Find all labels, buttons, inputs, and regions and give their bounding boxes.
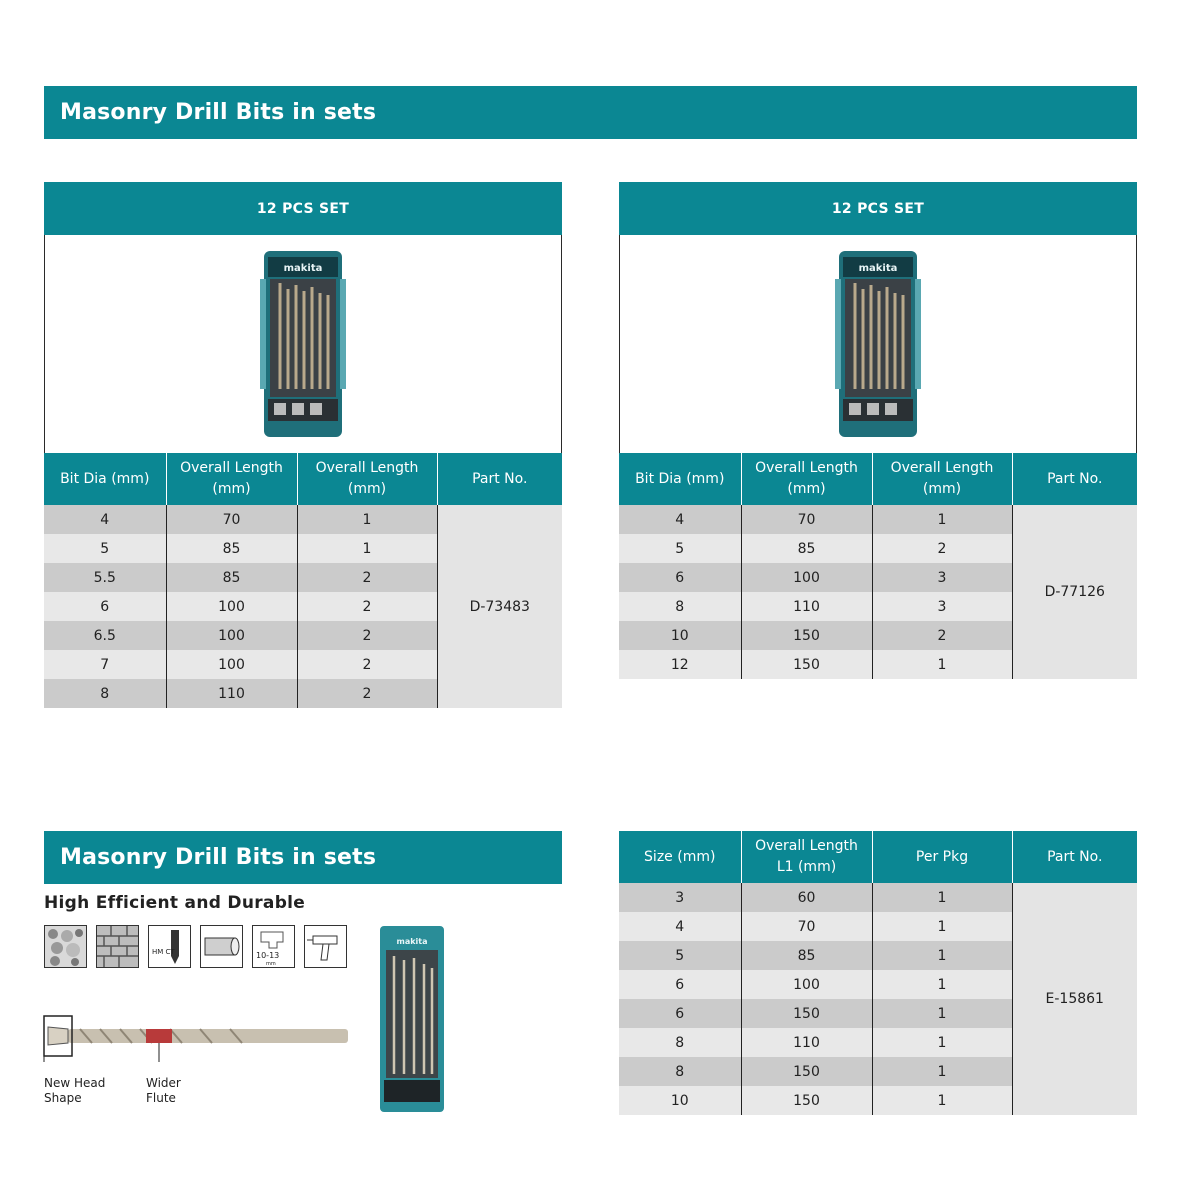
table-cell: 1 — [872, 883, 1012, 912]
table-cell: 1 — [872, 912, 1012, 941]
table-cell: 70 — [741, 912, 872, 941]
table-cell: 100 — [166, 592, 297, 621]
set-heading: 12 PCS SET — [619, 182, 1137, 235]
table-cell: 60 — [741, 883, 872, 912]
col-header: Overall Length L1 (mm) — [741, 831, 872, 883]
col-header: Part No. — [1012, 831, 1137, 883]
hm-ct-bit-icon — [148, 925, 191, 968]
drill-size-icon — [252, 925, 295, 968]
set-block-d73483 — [44, 182, 562, 708]
table-cell: 8 — [619, 592, 741, 621]
table-cell: 12 — [619, 650, 741, 679]
table-cell: 2 — [872, 621, 1012, 650]
table-cell: 110 — [741, 1028, 872, 1057]
table-cell: 150 — [741, 1086, 872, 1115]
col-header: Part No. — [437, 453, 562, 505]
table-cell: 1 — [872, 1028, 1012, 1057]
table-cell: 85 — [166, 563, 297, 592]
table-cell: 8 — [619, 1057, 741, 1086]
col-header: Overall Length (mm) — [297, 453, 437, 505]
table-cell: 100 — [741, 563, 872, 592]
table-cell: 150 — [741, 650, 872, 679]
table-cell: 70 — [741, 505, 872, 534]
table-cell: 1 — [872, 1086, 1012, 1115]
set-block-d77126 — [619, 182, 1137, 679]
table-cell: 4 — [619, 505, 741, 534]
table-cell: 5 — [619, 941, 741, 970]
col-header: Per Pkg — [872, 831, 1012, 883]
table-cell: 2 — [872, 534, 1012, 563]
drill-bit-diagram — [40, 1012, 355, 1062]
table-cell: 2 — [297, 592, 437, 621]
section-banner-top — [44, 86, 1137, 139]
table-cell: 6 — [44, 592, 166, 621]
table-cell: 150 — [741, 621, 872, 650]
table-cell: 1 — [872, 941, 1012, 970]
size-unit-text: mm — [266, 961, 276, 967]
case-brand-text: makita — [396, 937, 428, 946]
table-cell: 1 — [872, 505, 1012, 534]
col-header: Part No. — [1012, 453, 1137, 505]
table-cell: 1 — [872, 1057, 1012, 1086]
product-image-box — [619, 235, 1137, 453]
set-heading: 12 PCS SET — [44, 182, 562, 235]
case-brand-text: makita — [283, 263, 323, 274]
table-cell: 70 — [166, 505, 297, 534]
part-number: D-77126 — [1012, 505, 1137, 679]
table-cell: 1 — [872, 999, 1012, 1028]
section-title: Masonry Drill Bits in sets — [60, 100, 377, 125]
table-cell: 100 — [166, 621, 297, 650]
stone-icon — [44, 925, 87, 968]
features-subtitle: High Efficient and Durable — [44, 893, 306, 913]
round-shank-icon — [200, 925, 243, 968]
product-image-box — [44, 235, 562, 453]
table-cell: 2 — [297, 621, 437, 650]
new-head-label: New Head Shape — [44, 1076, 106, 1105]
col-header: Bit Dia (mm) — [619, 453, 741, 505]
case-brand-text: makita — [858, 263, 898, 274]
table-cell: 110 — [741, 592, 872, 621]
table-cell: 10 — [619, 1086, 741, 1115]
size-text: 10-13 — [256, 951, 280, 960]
table-cell: 6.5 — [44, 621, 166, 650]
col-header: Overall Length (mm) — [872, 453, 1012, 505]
feature-icons — [44, 925, 347, 968]
table-cell: 3 — [619, 883, 741, 912]
table-cell: 85 — [166, 534, 297, 563]
table-cell: 3 — [872, 592, 1012, 621]
part-number: E-15861 — [1012, 883, 1137, 1115]
col-header: Overall Length (mm) — [166, 453, 297, 505]
spec-table — [44, 453, 562, 708]
table-row — [44, 505, 562, 534]
table-cell: 5.5 — [44, 563, 166, 592]
table-cell: 2 — [297, 679, 437, 708]
spec-table — [619, 453, 1137, 679]
table-cell: 3 — [872, 563, 1012, 592]
table-row — [619, 505, 1137, 534]
table-cell: 100 — [166, 650, 297, 679]
table-cell: 85 — [741, 534, 872, 563]
section-banner-bottom — [44, 831, 562, 884]
brick-icon — [96, 925, 139, 968]
table-cell: 8 — [44, 679, 166, 708]
table-cell: 150 — [741, 1057, 872, 1086]
table-cell: 1 — [872, 650, 1012, 679]
spec-table — [619, 831, 1137, 1115]
table-cell: 1 — [297, 534, 437, 563]
table-cell: 150 — [741, 999, 872, 1028]
wider-flute-label: Wider Flute — [146, 1076, 181, 1105]
table-cell: 8 — [619, 1028, 741, 1057]
table-row — [619, 883, 1137, 912]
drill-set-case-image-small — [378, 924, 446, 1114]
hammer-drill-icon — [304, 925, 347, 968]
drill-set-case-image — [258, 249, 348, 439]
section-title: Masonry Drill Bits in sets — [60, 845, 377, 870]
table-cell: 7 — [44, 650, 166, 679]
table-cell: 1 — [297, 505, 437, 534]
hmct-text: HM CT — [152, 948, 175, 956]
col-header: Size (mm) — [619, 831, 741, 883]
set-block-e15861 — [619, 831, 1137, 1115]
table-cell: 4 — [44, 505, 166, 534]
col-header: Bit Dia (mm) — [44, 453, 166, 505]
table-cell: 2 — [297, 650, 437, 679]
table-cell: 1 — [872, 970, 1012, 999]
table-cell: 4 — [619, 912, 741, 941]
table-cell: 6 — [619, 999, 741, 1028]
part-number: D-73483 — [437, 505, 562, 708]
table-cell: 5 — [44, 534, 166, 563]
table-cell: 10 — [619, 621, 741, 650]
table-cell: 6 — [619, 563, 741, 592]
table-cell: 2 — [297, 563, 437, 592]
table-cell: 6 — [619, 970, 741, 999]
table-cell: 110 — [166, 679, 297, 708]
drill-set-case-image — [833, 249, 923, 439]
table-cell: 85 — [741, 941, 872, 970]
table-cell: 100 — [741, 970, 872, 999]
col-header: Overall Length (mm) — [741, 453, 872, 505]
table-cell: 5 — [619, 534, 741, 563]
